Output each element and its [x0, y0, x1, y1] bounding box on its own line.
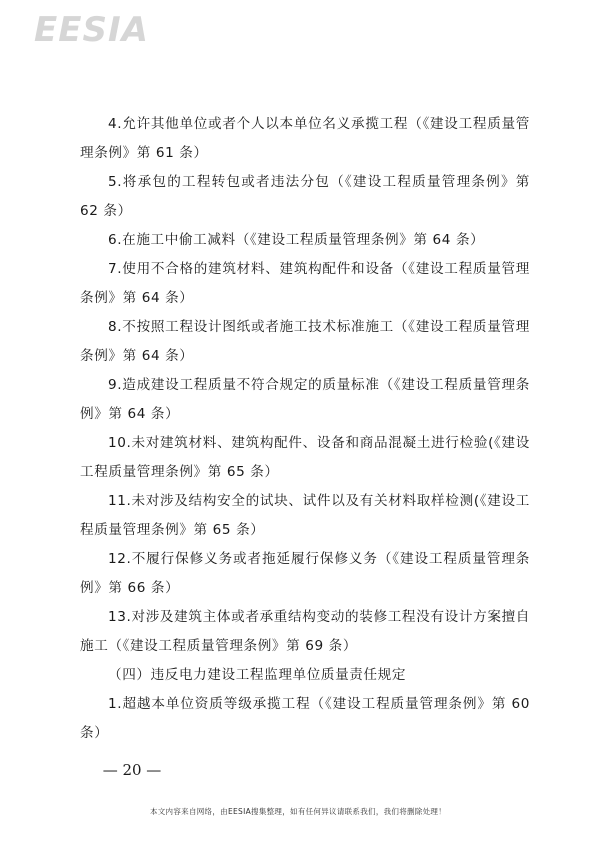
footer-disclaimer: 本文内容来自网络，由EESIA搜集整理，如有任何异议请联系我们，我们将删除处理！	[149, 807, 447, 816]
list-item: 8.不按照工程设计图纸或者施工技术标准施工（《建设工程质量管理条例》第 64 条）	[80, 319, 530, 364]
eesia-logo: EESIA	[34, 10, 149, 50]
document-body	[80, 110, 530, 748]
list-item: 10.未对建筑材料、建筑构配件、设备和商品混凝土进行检验(《建设工程质量管理条例》第 65 条）	[80, 435, 530, 480]
page-number: — 20 —	[102, 761, 162, 779]
list-item: 13.对涉及建筑主体或者承重结构变动的装修工程没有设计方案擅自施工（《建设工程质量管理条例》第 69 条）	[80, 609, 530, 654]
list-item: 6.在施工中偷工减料（《建设工程质量管理条例》第 64 条）	[108, 232, 485, 248]
list-item: 11.未对涉及结构安全的试块、试件以及有关材料取样检测(《建设工程质量管理条例》第 65 条）	[80, 493, 530, 538]
list-item: 4.允许其他单位或者个人以本单位名义承揽工程（《建设工程质量管理条例》第 61 条）	[80, 116, 530, 161]
section-heading: （四）违反电力建设工程监理单位质量责任规定	[108, 667, 407, 683]
list-item: 1.超越本单位资质等级承揽工程（《建设工程质量管理条例》第 60 条）	[80, 696, 530, 741]
list-item: 7.使用不合格的建筑材料、建筑构配件和设备（《建设工程质量管理条例》第 64 条）	[80, 261, 530, 306]
list-item: 12.不履行保修义务或者拖延履行保修义务（《建设工程质量管理条例》第 66 条）	[80, 551, 530, 596]
list-item: 5.将承包的工程转包或者违法分包（《建设工程质量管理条例》第 62 条）	[80, 174, 530, 219]
list-item: 9.造成建设工程质量不符合规定的质量标准（《建设工程质量管理条例》第 64 条）	[80, 377, 530, 422]
